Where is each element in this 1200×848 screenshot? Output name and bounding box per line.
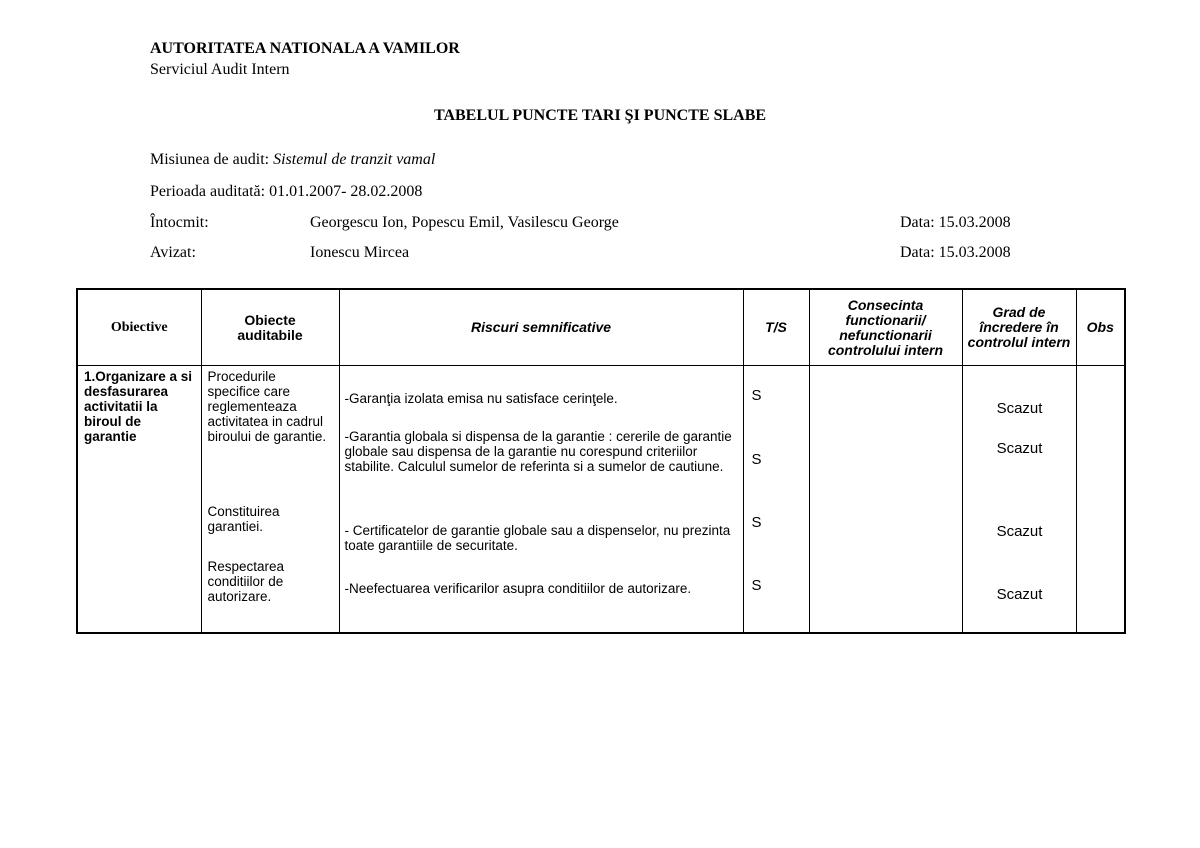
risk-item: -Neefectuarea verificarilor asupra conditiilor de autorizare. — [344, 581, 692, 596]
approved-by: Ionescu Mircea — [310, 244, 410, 261]
ts-value: S — [751, 451, 762, 468]
table-header-row — [77, 289, 1125, 366]
document-title: TABELUL PUNCTE TARI ŞI PUNCTE SLABE — [433, 107, 767, 124]
department-name: Serviciul Audit Intern — [150, 61, 290, 78]
confidence-value: Scazut — [996, 440, 1043, 457]
auditable-item: Procedurile specifice care reglementeaza activitatea in cadrul biroului de garantie. — [207, 369, 327, 444]
header-obs: Obs — [1076, 289, 1125, 366]
obs-cell — [1076, 366, 1125, 634]
table-row — [77, 366, 1125, 634]
ts-cell — [743, 366, 809, 634]
consequence-cell — [809, 366, 962, 634]
confidence-cell — [962, 366, 1076, 634]
risk-item: -Garantia globala si dispensa de la garantie : cererile de garantie globale sau dispensa de la garantie nu corespund criteriilor stabilite. Calculul sumelor de referinta si a sumelor de cautiune. — [344, 429, 732, 474]
approved-date: Data: 15.03.2008 — [900, 244, 1011, 261]
auditable-item: Constituirea garantiei. — [207, 504, 280, 534]
confidence-value: Scazut — [996, 400, 1043, 417]
auditable-item: Respectarea conditiilor de autorizare. — [207, 559, 285, 604]
period-value: 01.01.2007- 28.02.2008 — [269, 183, 423, 200]
period-label: Perioada auditată: — [150, 183, 266, 200]
mission-label: Misiunea de audit: — [150, 151, 270, 168]
header-confidence: Grad de încredere în controlul intern — [962, 289, 1076, 366]
risk-item: - Certificatelor de garantie globale sau a dispenselor, nu prezinta toate garantiile de securitate. — [344, 523, 731, 553]
ts-value: S — [751, 577, 762, 594]
period-line — [150, 183, 422, 201]
header-objectives: Obiective — [77, 289, 201, 366]
header-auditable: Obiecte auditabile — [201, 289, 339, 366]
mission-value: Sistemul de tranzit vamal — [273, 151, 436, 168]
organization-name: AUTORITATEA NATIONALA A VAMILOR — [150, 40, 460, 57]
risk-item: -Garanţia izolata emisa nu satisface cerinţele. — [344, 391, 618, 406]
ts-value: S — [751, 514, 762, 531]
confidence-value: Scazut — [996, 523, 1043, 540]
prepared-date: Data: 15.03.2008 — [900, 214, 1011, 231]
header-risks: Riscuri semnificative — [339, 289, 743, 366]
auditable-cell — [201, 366, 339, 634]
confidence-value: Scazut — [996, 586, 1043, 603]
ts-value: S — [751, 387, 762, 404]
prepared-by: Georgescu Ion, Popescu Emil, Vasilescu George — [310, 214, 619, 231]
header-ts: T/S — [743, 289, 809, 366]
objective-cell — [77, 366, 201, 634]
prepared-label: Întocmit: — [150, 214, 209, 231]
approved-label: Avizat: — [150, 244, 196, 261]
objective-text: 1.Organizare a si desfasurarea activitatii la biroul de garantie — [84, 369, 193, 444]
risks-cell — [339, 366, 743, 634]
header-consequence: Consecinta functionarii/ nefunctionarii controlului intern — [809, 289, 962, 366]
audit-table — [76, 288, 1126, 634]
mission-line — [150, 151, 435, 169]
